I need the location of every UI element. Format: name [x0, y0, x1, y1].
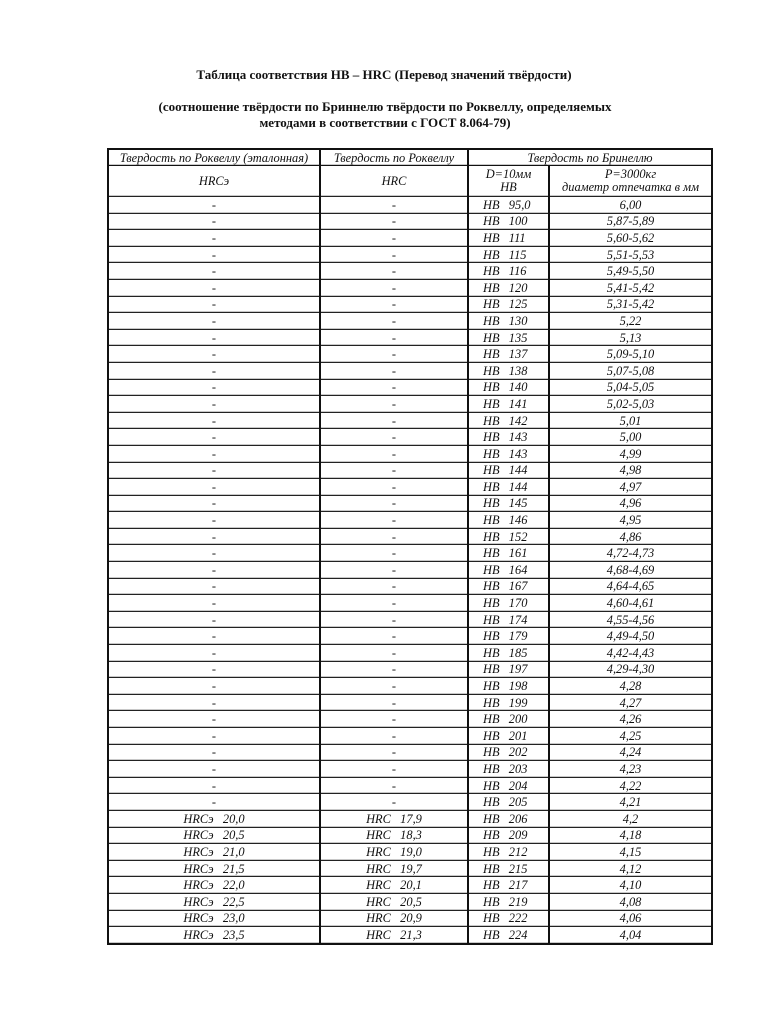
- cell-hb: HB 140: [468, 379, 549, 396]
- table-row: [108, 213, 712, 230]
- cell-hb: HB 167: [468, 578, 549, 595]
- cell-hb: HB 204: [468, 777, 549, 794]
- cell-hrce: -: [108, 379, 320, 396]
- cell-hrce: -: [108, 296, 320, 313]
- cell-hrc: -: [320, 794, 468, 811]
- cell-hb: HB 135: [468, 329, 549, 346]
- header-brinell: Твердость по Бринеллю: [468, 149, 712, 166]
- table-row: [108, 429, 712, 446]
- cell-hrc: HRC 21,3: [320, 927, 468, 944]
- cell-diameter: 4,29-4,30: [549, 661, 712, 678]
- cell-hrc: HRC 19,0: [320, 844, 468, 861]
- cell-hrc: -: [320, 213, 468, 230]
- table-row: [108, 860, 712, 877]
- cell-hb: HB 224: [468, 927, 549, 944]
- cell-hrc: -: [320, 362, 468, 379]
- cell-hrce: -: [108, 694, 320, 711]
- cell-hrce: HRCэ 22,5: [108, 893, 320, 910]
- cell-diameter: 4,22: [549, 777, 712, 794]
- table-row: [108, 197, 712, 214]
- cell-hrc: -: [320, 562, 468, 579]
- cell-hb: HB 185: [468, 645, 549, 662]
- cell-hb: HB 170: [468, 595, 549, 612]
- cell-hrc: -: [320, 611, 468, 628]
- table-row: [108, 279, 712, 296]
- cell-hrce: -: [108, 528, 320, 545]
- cell-hrc: -: [320, 313, 468, 330]
- cell-hrc: -: [320, 412, 468, 429]
- cell-hrce: -: [108, 595, 320, 612]
- table-row: [108, 910, 712, 927]
- cell-hb: HB 202: [468, 744, 549, 761]
- header-rockwell: Твердость по Роквеллу: [320, 149, 468, 166]
- cell-hb: HB 141: [468, 396, 549, 413]
- cell-hrce: -: [108, 744, 320, 761]
- cell-hrce: -: [108, 628, 320, 645]
- cell-hrc: -: [320, 379, 468, 396]
- cell-hrce: -: [108, 279, 320, 296]
- cell-hrce: HRCэ 23,5: [108, 927, 320, 944]
- table-row: [108, 313, 712, 330]
- document-subtitle: (соотношение твёрдости по Бриннелю твёрдости по Роквеллу, определяемых методами в соответствии с ГОСТ 8.064-79): [158, 99, 612, 130]
- cell-diameter: 4,2: [549, 810, 712, 827]
- cell-diameter: 4,95: [549, 512, 712, 529]
- table-row: [108, 794, 712, 811]
- cell-hb: HB 164: [468, 562, 549, 579]
- cell-hrce: -: [108, 462, 320, 479]
- table-row: [108, 927, 712, 944]
- cell-hrce: -: [108, 794, 320, 811]
- cell-diameter: 5,07-5,08: [549, 362, 712, 379]
- table-row: [108, 396, 712, 413]
- cell-diameter: 4,60-4,61: [549, 595, 712, 612]
- cell-hrce: -: [108, 197, 320, 214]
- table-subheader-row: [108, 166, 712, 197]
- table-row: [108, 462, 712, 479]
- cell-hb: HB 206: [468, 810, 549, 827]
- table-row: [108, 661, 712, 678]
- cell-diameter: 4,08: [549, 893, 712, 910]
- cell-hrce: -: [108, 346, 320, 363]
- cell-diameter: 4,28: [549, 678, 712, 695]
- cell-hrc: -: [320, 595, 468, 612]
- table-row: [108, 744, 712, 761]
- cell-hrce: -: [108, 578, 320, 595]
- table-row: [108, 379, 712, 396]
- cell-hb: HB 144: [468, 462, 549, 479]
- cell-diameter: 4,68-4,69: [549, 562, 712, 579]
- cell-diameter: 5,13: [549, 329, 712, 346]
- table-row: [108, 329, 712, 346]
- cell-hrce: -: [108, 777, 320, 794]
- cell-hrc: -: [320, 495, 468, 512]
- cell-hb: HB 212: [468, 844, 549, 861]
- cell-hrc: -: [320, 396, 468, 413]
- cell-hb: HB 197: [468, 661, 549, 678]
- cell-hrce: -: [108, 728, 320, 745]
- cell-hrce: -: [108, 512, 320, 529]
- cell-diameter: 5,01: [549, 412, 712, 429]
- table-body: [108, 197, 712, 944]
- table-row: [108, 296, 712, 313]
- cell-hrce: -: [108, 562, 320, 579]
- cell-diameter: 4,21: [549, 794, 712, 811]
- table-row: [108, 728, 712, 745]
- cell-hrce: HRCэ 22,0: [108, 877, 320, 894]
- cell-hrc: -: [320, 197, 468, 214]
- cell-hb: HB 143: [468, 445, 549, 462]
- table-row: [108, 678, 712, 695]
- cell-hb: HB 215: [468, 860, 549, 877]
- cell-hb: HB 201: [468, 728, 549, 745]
- cell-hrce: HRCэ 21,5: [108, 860, 320, 877]
- cell-hb: HB 130: [468, 313, 549, 330]
- cell-hrc: -: [320, 329, 468, 346]
- cell-hrce: -: [108, 230, 320, 247]
- table-row: [108, 611, 712, 628]
- cell-hrce: HRCэ 20,5: [108, 827, 320, 844]
- cell-hb: HB 203: [468, 761, 549, 778]
- subheader-hb-line1: D=10мм: [485, 167, 532, 181]
- cell-diameter: 4,98: [549, 462, 712, 479]
- table-row: [108, 761, 712, 778]
- cell-hrc: -: [320, 661, 468, 678]
- cell-hrc: HRC 18,3: [320, 827, 468, 844]
- cell-diameter: 6,00: [549, 197, 712, 214]
- table-row: [108, 346, 712, 363]
- cell-diameter: 4,49-4,50: [549, 628, 712, 645]
- cell-diameter: 4,10: [549, 877, 712, 894]
- cell-hb: HB 219: [468, 893, 549, 910]
- table-row: [108, 628, 712, 645]
- table-row: [108, 495, 712, 512]
- cell-hrc: -: [320, 545, 468, 562]
- cell-hrce: -: [108, 479, 320, 496]
- table-row: [108, 230, 712, 247]
- cell-hb: HB 217: [468, 877, 549, 894]
- table-row: [108, 893, 712, 910]
- cell-hrce: -: [108, 213, 320, 230]
- cell-hrc: -: [320, 263, 468, 280]
- cell-hrc: -: [320, 429, 468, 446]
- cell-hrce: -: [108, 661, 320, 678]
- cell-diameter: 5,51-5,53: [549, 246, 712, 263]
- cell-hrc: -: [320, 728, 468, 745]
- cell-hrce: HRCэ 21,0: [108, 844, 320, 861]
- cell-hrce: -: [108, 678, 320, 695]
- table-row: [108, 246, 712, 263]
- cell-hb: HB 143: [468, 429, 549, 446]
- table-row: [108, 512, 712, 529]
- cell-diameter: 4,42-4,43: [549, 645, 712, 662]
- table-row: [108, 479, 712, 496]
- cell-diameter: 5,02-5,03: [549, 396, 712, 413]
- table-row: [108, 562, 712, 579]
- cell-hb: HB 111: [468, 230, 549, 247]
- cell-hb: HB 161: [468, 545, 549, 562]
- subheader-hrc: HRC: [320, 166, 468, 197]
- cell-diameter: 4,15: [549, 844, 712, 861]
- cell-diameter: 4,06: [549, 910, 712, 927]
- cell-hb: HB 115: [468, 246, 549, 263]
- cell-diameter: 5,31-5,42: [549, 296, 712, 313]
- cell-hrce: -: [108, 329, 320, 346]
- cell-diameter: 5,00: [549, 429, 712, 446]
- cell-diameter: 4,04: [549, 927, 712, 944]
- cell-diameter: 5,60-5,62: [549, 230, 712, 247]
- cell-diameter: 4,25: [549, 728, 712, 745]
- cell-hb: HB 138: [468, 362, 549, 379]
- cell-hrc: HRC 17,9: [320, 810, 468, 827]
- cell-hrce: -: [108, 645, 320, 662]
- cell-hrc: -: [320, 761, 468, 778]
- cell-hb: HB 137: [468, 346, 549, 363]
- cell-diameter: 5,41-5,42: [549, 279, 712, 296]
- cell-hrc: HRC 20,1: [320, 877, 468, 894]
- table-row: [108, 694, 712, 711]
- cell-hrce: -: [108, 396, 320, 413]
- cell-hrce: HRCэ 20,0: [108, 810, 320, 827]
- cell-hrce: -: [108, 246, 320, 263]
- cell-hrce: -: [108, 611, 320, 628]
- cell-hb: HB 199: [468, 694, 549, 711]
- table-row: [108, 645, 712, 662]
- table-row: [108, 263, 712, 280]
- cell-hrce: -: [108, 761, 320, 778]
- cell-hb: HB 179: [468, 628, 549, 645]
- cell-diameter: 4,18: [549, 827, 712, 844]
- cell-diameter: 5,04-5,05: [549, 379, 712, 396]
- cell-hrc: -: [320, 279, 468, 296]
- cell-diameter: 4,55-4,56: [549, 611, 712, 628]
- header-rockwell-reference: Твердость по Роквеллу (эталонная): [108, 149, 320, 166]
- table-row: [108, 595, 712, 612]
- hardness-conversion-table: [107, 148, 713, 945]
- cell-hrc: -: [320, 479, 468, 496]
- cell-hb: HB 174: [468, 611, 549, 628]
- cell-hb: HB 198: [468, 678, 549, 695]
- cell-hrce: HRCэ 23,0: [108, 910, 320, 927]
- cell-hb: HB 222: [468, 910, 549, 927]
- cell-diameter: 4,96: [549, 495, 712, 512]
- cell-hrc: -: [320, 346, 468, 363]
- cell-hrc: -: [320, 711, 468, 728]
- table-row: [108, 810, 712, 827]
- cell-hrc: -: [320, 645, 468, 662]
- table-row: [108, 844, 712, 861]
- cell-hrc: -: [320, 246, 468, 263]
- cell-diameter: 5,09-5,10: [549, 346, 712, 363]
- cell-diameter: 5,87-5,89: [549, 213, 712, 230]
- table-row: [108, 412, 712, 429]
- cell-hrce: -: [108, 313, 320, 330]
- table-row: [108, 877, 712, 894]
- table-row: [108, 777, 712, 794]
- cell-hb: HB 145: [468, 495, 549, 512]
- cell-hrc: -: [320, 462, 468, 479]
- cell-hb: HB 95,0: [468, 197, 549, 214]
- cell-hrce: -: [108, 429, 320, 446]
- cell-hb: HB 205: [468, 794, 549, 811]
- table-row: [108, 711, 712, 728]
- table-row: [108, 362, 712, 379]
- cell-hb: HB 125: [468, 296, 549, 313]
- cell-hb: HB 152: [468, 528, 549, 545]
- cell-hb: HB 144: [468, 479, 549, 496]
- cell-hrce: -: [108, 711, 320, 728]
- table-row: [108, 545, 712, 562]
- cell-diameter: 4,99: [549, 445, 712, 462]
- cell-hb: HB 209: [468, 827, 549, 844]
- cell-diameter: 4,27: [549, 694, 712, 711]
- cell-hrc: -: [320, 678, 468, 695]
- cell-diameter: 4,86: [549, 528, 712, 545]
- cell-diameter: 4,24: [549, 744, 712, 761]
- cell-diameter: 5,22: [549, 313, 712, 330]
- subheader-hb: [468, 166, 549, 197]
- cell-hrce: -: [108, 495, 320, 512]
- subheader-hrce: HRCэ: [108, 166, 320, 197]
- cell-hrc: -: [320, 230, 468, 247]
- cell-diameter: 4,72-4,73: [549, 545, 712, 562]
- cell-hrce: -: [108, 412, 320, 429]
- cell-diameter: 4,97: [549, 479, 712, 496]
- cell-hrc: -: [320, 777, 468, 794]
- cell-hb: HB 120: [468, 279, 549, 296]
- table-row: [108, 528, 712, 545]
- cell-hrc: -: [320, 445, 468, 462]
- cell-hrc: HRC 20,9: [320, 910, 468, 927]
- table-header-row: [108, 149, 712, 166]
- cell-hb: HB 116: [468, 263, 549, 280]
- subheader-diameter-line1: P=3000кг: [604, 167, 657, 181]
- cell-hrc: -: [320, 628, 468, 645]
- cell-hrce: -: [108, 362, 320, 379]
- cell-hrc: -: [320, 296, 468, 313]
- cell-hb: HB 142: [468, 412, 549, 429]
- cell-hrc: -: [320, 694, 468, 711]
- cell-hrce: -: [108, 545, 320, 562]
- cell-diameter: 5,49-5,50: [549, 263, 712, 280]
- cell-diameter: 4,64-4,65: [549, 578, 712, 595]
- subheader-diameter: [549, 166, 712, 197]
- cell-hrc: -: [320, 512, 468, 529]
- cell-diameter: 4,26: [549, 711, 712, 728]
- cell-hrc: HRC 20,5: [320, 893, 468, 910]
- cell-hb: HB 100: [468, 213, 549, 230]
- cell-hrc: -: [320, 528, 468, 545]
- cell-hrc: -: [320, 578, 468, 595]
- cell-hrce: -: [108, 445, 320, 462]
- cell-hrce: -: [108, 263, 320, 280]
- table-row: [108, 827, 712, 844]
- cell-hrc: HRC 19,7: [320, 860, 468, 877]
- cell-hb: HB 146: [468, 512, 549, 529]
- cell-hrc: -: [320, 744, 468, 761]
- subheader-diameter-line2: диаметр отпечатка в мм: [562, 180, 699, 194]
- table-row: [108, 578, 712, 595]
- table-row: [108, 445, 712, 462]
- cell-diameter: 4,12: [549, 860, 712, 877]
- subheader-hb-line2: HB: [500, 180, 517, 194]
- cell-hb: HB 200: [468, 711, 549, 728]
- cell-diameter: 4,23: [549, 761, 712, 778]
- document-title: Таблица соответствия HB – HRC (Перевод значений твёрдости): [196, 67, 572, 82]
